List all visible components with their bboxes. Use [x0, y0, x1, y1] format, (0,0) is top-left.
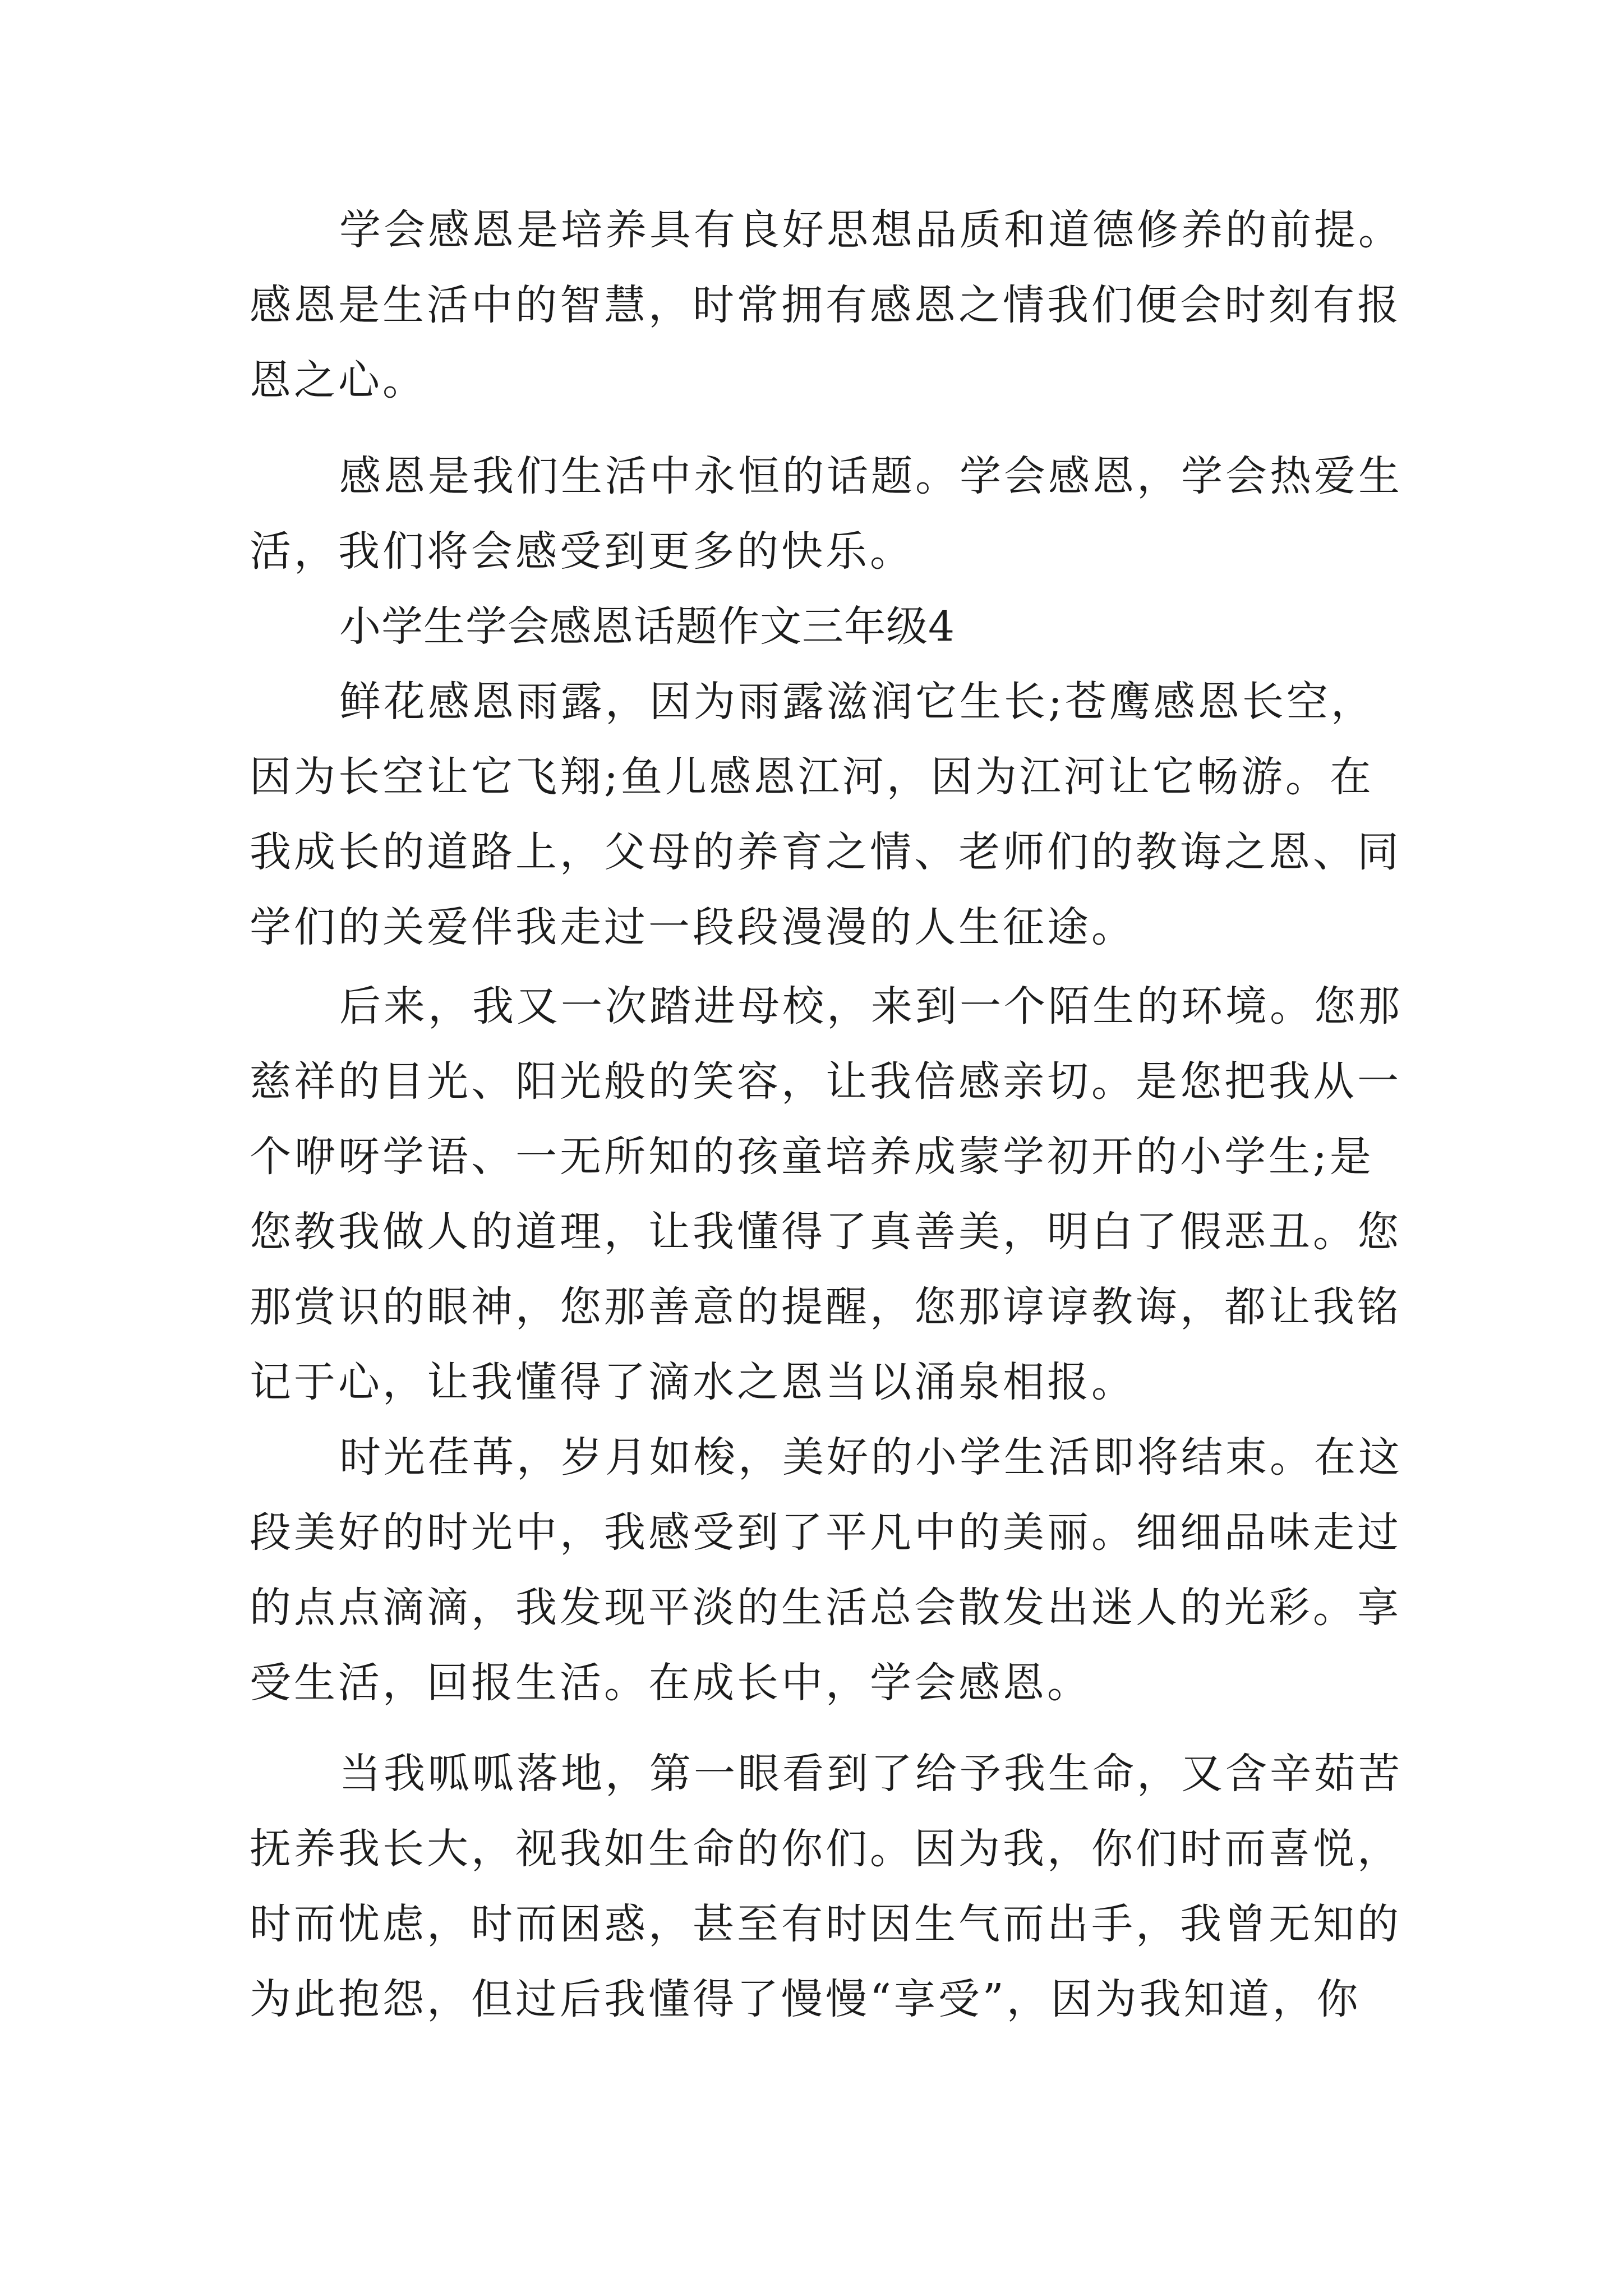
paragraph-4-line-1: 后来，我又一次踏进母校，来到一个陌生的环境。您那 [339, 982, 1403, 1030]
paragraph-1-line-1: 学会感恩是培养具有良好思想品质和道德修养的前提。 [339, 206, 1403, 254]
paragraph-4-line-2: 慈祥的目光、阳光般的笑容，让我倍感亲切。是您把我从一 [250, 1057, 1401, 1106]
paragraph-3-line-2: 因为长空让它飞翔;鱼儿感恩江河，因为江河让它畅游。在 [250, 753, 1374, 801]
paragraph-4-line-3: 个咿呀学语、一无所知的孩童培养成蒙学初开的小学生;是 [250, 1133, 1374, 1181]
paragraph-3-line-1: 鲜花感恩雨露，因为雨露滋润它生长;苍鹰感恩长空， [339, 678, 1375, 726]
paragraph-1-line-3: 恩之心。 [250, 356, 427, 404]
paragraph-6-line-4: 为此抱怨，但过后我懂得了慢慢“享受”，因为我知道，你 [250, 1975, 1361, 2023]
paragraph-1-line-2: 感恩是生活中的智慧，时常拥有感恩之情我们便会时刻有报 [250, 281, 1401, 329]
paragraph-6-line-2: 抚养我长大，视我如生命的你们。因为我，你们时而喜悦， [250, 1825, 1401, 1873]
paragraph-4-line-4: 您教我做人的道理，让我懂得了真善美，明白了假恶丑。您 [250, 1208, 1401, 1256]
paragraph-3-line-4: 学们的关爱伴我走过一段段漫漫的人生征途。 [250, 903, 1136, 951]
paragraph-2-line-2: 活，我们将会感受到更多的快乐。 [250, 527, 914, 576]
section-heading: 小学生学会感恩话题作文三年级4 [339, 602, 956, 651]
paragraph-5-line-3: 的点点滴滴，我发现平淡的生活总会散发出迷人的光彩。享 [250, 1584, 1401, 1632]
paragraph-6-line-3: 时而忧虑，时而困惑，甚至有时因生气而出手，我曾无知的 [250, 1900, 1401, 1948]
paragraph-5-line-1: 时光荏苒，岁月如梭，美好的小学生活即将结束。在这 [339, 1433, 1403, 1481]
paragraph-5-line-4: 受生活，回报生活。在成长中，学会感恩。 [250, 1659, 1091, 1707]
paragraph-3-line-3: 我成长的道路上，父母的养育之情、老师们的教诲之恩、同 [250, 828, 1401, 876]
paragraph-4-line-6: 记于心，让我懂得了滴水之恩当以涌泉相报。 [250, 1358, 1136, 1406]
paragraph-4-line-5: 那赏识的眼神，您那善意的提醒，您那谆谆教诲，都让我铭 [250, 1283, 1401, 1331]
paragraph-6-line-1: 当我呱呱落地，第一眼看到了给予我生命，又含辛茹苦 [339, 1750, 1403, 1798]
paragraph-5-line-2: 段美好的时光中，我感受到了平凡中的美丽。细细品味走过 [250, 1508, 1401, 1557]
paragraph-2-line-1: 感恩是我们生活中永恒的话题。学会感恩，学会热爱生 [339, 452, 1403, 500]
